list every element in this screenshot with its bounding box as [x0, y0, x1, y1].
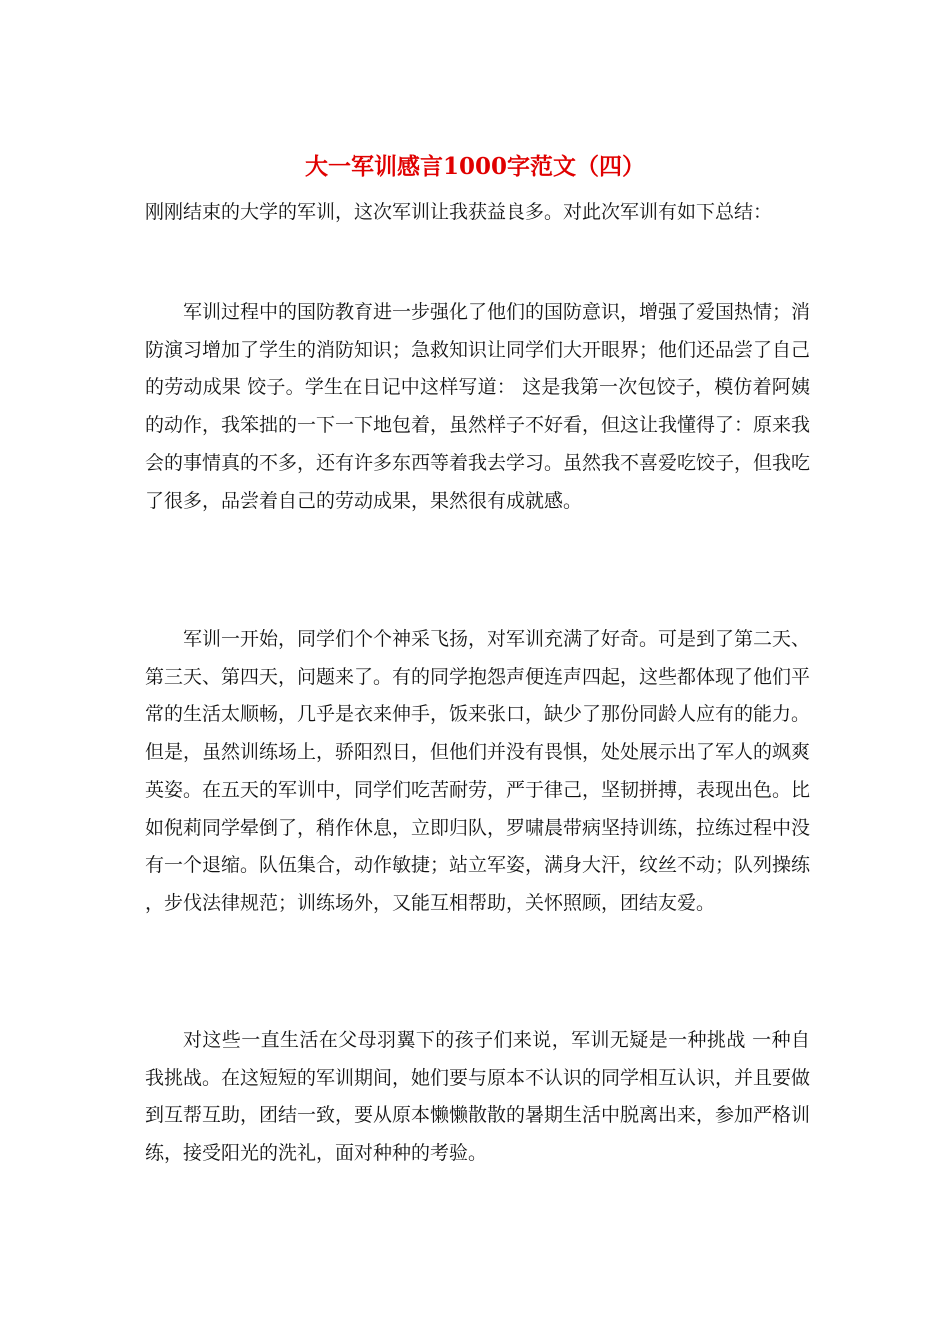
document-title: 大一军训感言1000字范文（四）: [304, 153, 645, 180]
body-paragraph-2: 军训一开始，同学们个个神采飞扬，对军训充满了好奇。可是到了第二天、第三天、第四天，问题来了。有的同学抱怨声便连声四起，这些都体现了他们平常的生活太顺畅，几乎是衣来伸手，饭来张口，缺少了那份同龄人应有的能力。但是，虽然训练场上，骄阳烈日，但他们并没有畏惧，处处展示出了军人的飒爽英姿。在五天的军训中，同学们吃苦耐劳，严于律己，坚韧拼搏，表现出色。比如倪莉同学晕倒了，稍作休息，立即归队，罗啸晨带病坚持训练，拉练过程中没有一个退缩。队伍集合，动作敏捷；站立军姿，满身大汗，纹丝不动；队列操练，步伐法律规范；训练场外，又能互相帮助，关怀照顾，团结友爱。: [145, 628, 811, 914]
intro-paragraph: 刚刚结束的大学的军训，这次军训让我获益良多。对此次军训有如下总结：: [145, 201, 773, 223]
body-paragraph-3: 对这些一直生活在父母羽翼下的孩子们来说，军训无疑是一种挑战 一种自我挑战。在这短短的军训期间，她们要与原本不认识的同学相互认识，并且要做到互帮互助，团结一致，要从原本懒懒散散的暑期生活中脱离出来，参加严格训练，接受阳光的洗礼，面对种种的考验。: [145, 1029, 811, 1165]
body-paragraph-1: 军训过程中的国防教育进一步强化了他们的国防意识，增强了爱国热情；消防演习增加了学生的消防知识；急救知识让同学们大开眼界；他们还品尝了自己的劳动成果 饺子。学生在日记中这样写道： 这是我第一次包饺子，模仿着阿姨的动作，我笨拙的一下一下地包着，虽然样子不好看，但这让我懂得了：原来我会的事情真的不多，还有许多东西等着我去学习。虽然我不喜爱吃饺子，但我吃了很多，品尝着自己的劳动成果，果然很有成就感。: [145, 301, 811, 512]
